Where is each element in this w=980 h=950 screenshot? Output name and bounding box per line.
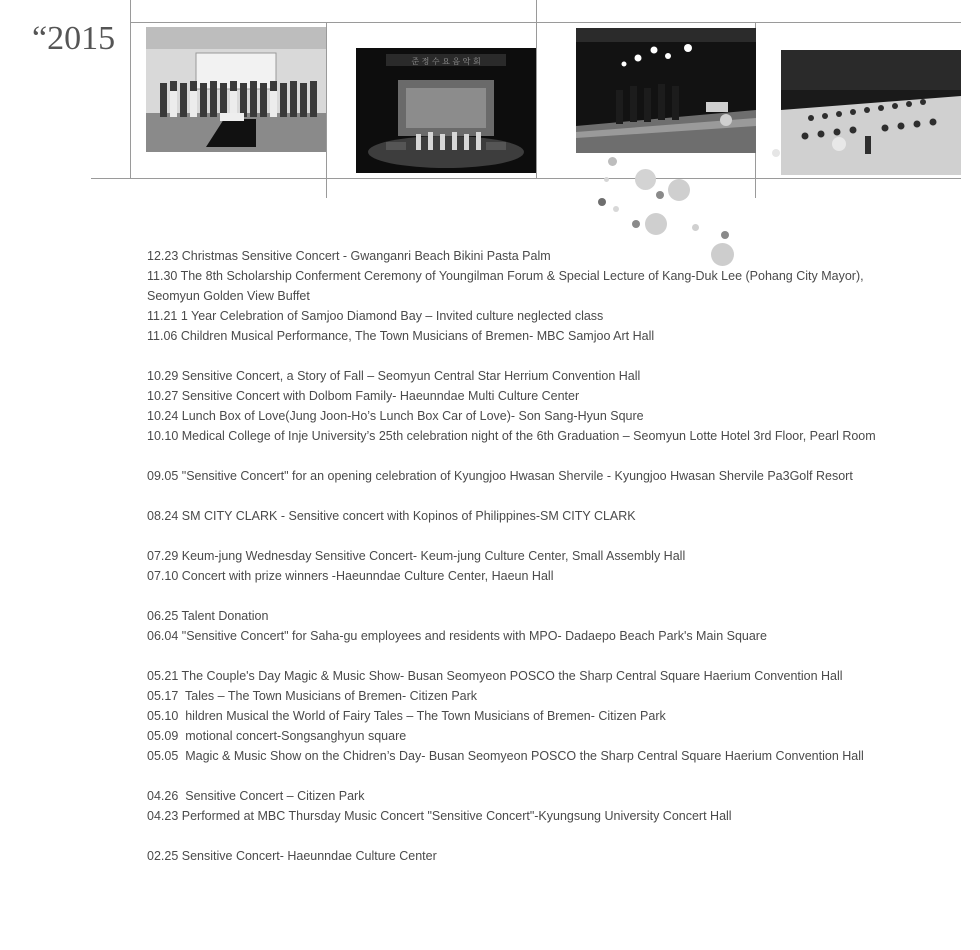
svg-text:준 정 수 요 음 악 회: 준 정 수 요 음 악 회	[411, 57, 481, 66]
event-item: 04.26 Sensitive Concert – Citizen Park	[147, 789, 365, 803]
decorative-dot	[598, 198, 606, 206]
event-item: 10.24 Lunch Box of Love(Jung Joon-Ho’s Lunch Box Car of Love)- Son Sang-Hyun Squre	[147, 409, 644, 423]
decorative-dot	[632, 220, 640, 228]
year-title: “2015	[32, 20, 116, 57]
event-group	[147, 666, 947, 766]
event-group	[147, 246, 947, 346]
spacer	[147, 486, 947, 506]
event-item: 10.10 Medical College of Inje University’s 25th celebration night of the 6th Graduation – Seomyun Lotte Hotel 3rd Floor, Pearl Room	[147, 429, 876, 443]
decorative-dot	[772, 149, 780, 157]
event-item: 05.17 Tales – The Town Musicians of Bremen- Citizen Park	[147, 689, 478, 703]
event-group	[147, 846, 947, 866]
event-item: 08.24 SM CITY CLARK - Sensitive concert with Kopinos of Philippines-SM CITY CLARK	[147, 509, 636, 523]
spacer	[147, 826, 947, 846]
event-item: 07.29 Keum-jung Wednesday Sensitive Concert- Keum-jung Culture Center, Small Assembly Hall	[147, 549, 686, 563]
spacer	[147, 446, 947, 466]
divider	[91, 178, 961, 179]
event-item: 02.25 Sensitive Concert- Haeunndae Culture Center	[147, 849, 437, 863]
event-item: 12.23 Christmas Sensitive Concert - Gwanganri Beach Bikini Pasta Palm	[147, 249, 551, 263]
spacer	[147, 766, 947, 786]
event-item: 05.21 The Couple's Day Magic & Music Show- Busan Seomyeon POSCO the Sharp Central Square Haerium Convention Hall	[147, 669, 843, 683]
divider	[130, 22, 961, 23]
divider	[130, 0, 131, 178]
photo-concert-band	[576, 28, 756, 153]
photo-concert-choir	[146, 27, 326, 152]
event-item: 11.30 The 8th Scholarship Conferment Ceremony of Youngilman Forum & Special Lecture of Kang-Duk Lee (Pohang City Mayor), Seomyun Golden View Buffet	[147, 269, 864, 303]
event-item: 11.21 1 Year Celebration of Samjoo Diamond Bay – Invited culture neglected class	[147, 309, 604, 323]
divider	[536, 0, 537, 178]
event-group	[147, 466, 947, 486]
decorative-dot	[613, 206, 619, 212]
photo-concert-orchestra-image	[781, 50, 961, 175]
event-item: 06.25 Talent Donation	[147, 609, 269, 623]
event-item: 07.10 Concert with prize winners -Haeunndae Culture Center, Haeun Hall	[147, 569, 554, 583]
event-item: 11.06 Children Musical Performance, The Town Musicians of Bremen- MBC Samjoo Art Hall	[147, 329, 655, 343]
event-group	[147, 546, 947, 586]
event-group	[147, 786, 947, 826]
decorative-dot	[832, 137, 846, 151]
decorative-dot	[721, 231, 729, 239]
event-item: 06.04 "Sensitive Concert" for Saha-gu employees and residents with MPO- Dadaepo Beach Park's Main Square	[147, 629, 767, 643]
decorative-dot	[668, 179, 690, 201]
decorative-dot	[608, 157, 617, 166]
photo-concert-band-image	[576, 28, 756, 153]
decorative-dot	[692, 224, 699, 231]
spacer	[147, 646, 947, 666]
event-item: 05.05 Magic & Music Show on the Chidren’s Day- Busan Seomyeon POSCO the Sharp Central Square Haerium Convention Hall	[147, 749, 864, 763]
event-group	[147, 366, 947, 446]
decorative-dot	[656, 191, 664, 199]
photo-concert-stage-screen	[356, 48, 536, 173]
spacer	[147, 586, 947, 606]
event-group	[147, 606, 947, 646]
event-item: 05.10 hildren Musical the World of Fairy Tales – The Town Musicians of Bremen- Citizen Park	[147, 709, 666, 723]
event-item: 09.05 "Sensitive Concert" for an opening celebration of Kyungjoo Hwasan Shervile - Kyungjoo Hwasan Shervile Pa3Golf Resort	[147, 469, 853, 483]
spacer	[147, 346, 947, 366]
decorative-dot	[604, 177, 609, 182]
photo-concert-stage-screen-image	[356, 48, 536, 173]
divider	[326, 22, 327, 198]
events-list	[147, 246, 947, 866]
event-group	[147, 506, 947, 526]
event-item: 10.27 Sensitive Concert with Dolbom Family- Haeunndae Multi Culture Center	[147, 389, 580, 403]
spacer	[147, 526, 947, 546]
photo-concert-orchestra	[781, 50, 961, 175]
decorative-dot	[645, 213, 667, 235]
event-item: 04.23 Performed at MBC Thursday Music Concert "Sensitive Concert"-Kyungsung University Concert Hall	[147, 809, 732, 823]
decorative-dot	[635, 169, 656, 190]
event-item: 10.29 Sensitive Concert, a Story of Fall – Seomyun Central Star Herrium Convention Hall	[147, 369, 641, 383]
event-item: 05.09 motional concert-Songsanghyun square	[147, 729, 407, 743]
photo-concert-choir-image	[146, 27, 326, 152]
